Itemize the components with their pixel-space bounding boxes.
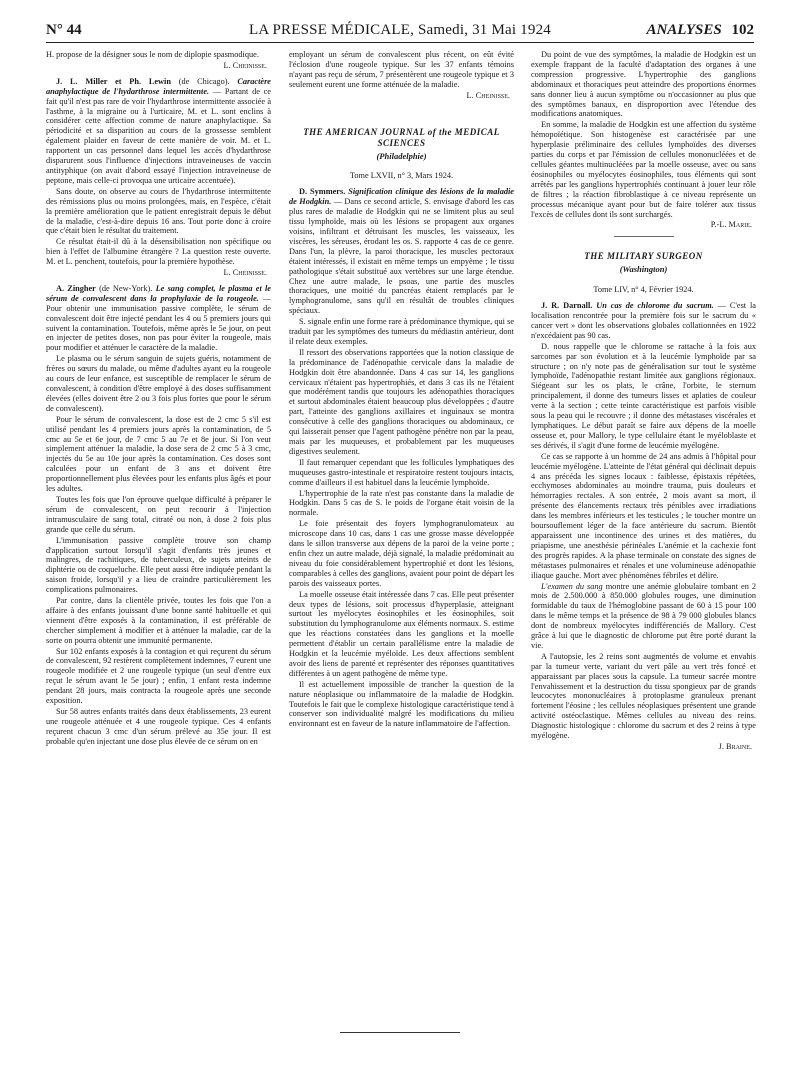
journal-heading <box>531 251 756 275</box>
article-zingher <box>46 284 271 353</box>
paragraph <box>531 582 756 651</box>
column-2 <box>289 50 514 730</box>
paragraph: La moelle osseuse était intéressée dans 7 cas. Elle peut présenter deux types de lésions, soit processus d'hyperplasie, atteignant surtout les myélocytes éosinophiles et les éosinophiles, soit substitution du lymphogranulome aux éléments normaux. S. estime que les réactions constatées dans les ganglions et la moelle permettent d'établir un certain parallélisme entre la maladie de Hodgkin et la leucémie myéloïde. Les deux affections semblent avoir des liens de parenté et représenter des réponses quantitatives différentes à un agent pathogène de même type. <box>289 589 514 678</box>
paragraph: — Pour obtenir une immunisation passive complète, le sérum de convalescent doit être injecté pendant les 4 ou 5 premiers jours qui suivent la contamination. Toutefois, même après le 5e jour, on peut en injecter de petites doses, non pas pour éviter la rougeole, mais pour modifier et atténuer le caractère de la maladie. <box>46 293 271 353</box>
article-author: J. R. Darnall. <box>541 301 593 311</box>
paragraph: Le plasma ou le sérum sanguin de sujets guéris, notamment de frères ou sœurs du malade, ou même d'adultes ayant eu la rougeole au cours de leur enfance, est susceptible de remplacer le sérum de convalescent, à condition d'être employé à des doses suffisamment élevées (elles doivent être 2 ou 3 fois plus fortes que pour le sérum de convalescent). <box>46 354 271 413</box>
column-3 <box>531 50 756 758</box>
paragraph: Sur 102 enfants exposés à la contagion et qui reçurent du sérum de convalescent, 92 restèrent complètement indemnes, 7 eurent une rougeole modifiée et 2 une rougeole typique (un seul d'entre eux reçut le sérum avant le 5e jour) ; enfin, 1 enfant resta indemne pendant 28 jours, mais contracta la rougeole après une seconde exposition. <box>46 646 271 706</box>
page-header <box>46 20 754 43</box>
section-name: ANALYSES <box>646 22 722 38</box>
header-right <box>646 22 754 39</box>
paragraph: H. propose de la désigner sous le nom de diplopie spasmodique. <box>46 50 259 59</box>
journal-issue: Tome LXVII, n° 3, Mars 1924. <box>349 171 454 181</box>
signature: L. Cheinisse. <box>223 268 267 278</box>
article-title: Un cas de chlorome du sacrum. <box>592 301 714 311</box>
paragraph: S. signale enfin une forme rare à prédominance thymique, qui se traduit par les symptômes des tumeurs du médiastin antérieur, dont il relate deux exemples. <box>289 317 514 346</box>
page-number: 102 <box>731 22 754 38</box>
issue-number: N° 44 <box>46 22 82 38</box>
article-symmers <box>289 187 514 316</box>
column-1 <box>46 50 271 748</box>
article-title: Caractère anaphylactique de l'hydarthrose intermittente. <box>46 76 271 96</box>
italic-phrase: L'examen du sang <box>541 581 603 591</box>
paragraph: Ce résultat était-il dû à la désensibilisation non spécifique ou bien à l'effet de l'albumine étrangère ? La question reste ouverte. M. et L. penchent, toutefois, pour la première hypothèse. <box>46 237 271 267</box>
paragraph: — Partant de ce fait qu'il n'est pas rare de voir l'hydarthrose intermittente associée à l'asthme, à la migraine ou à l'urticaire, M. et L. sont enclins à considérer cette affection comme de nature anaphylactique. Sa périodicité et sa disparition au cours de la grossesse semblent également plaider en faveur de cette manière de voir. M. et L. rapportent un cas personnel dans lequel les accès d'hydarthrose disparurent sous l'influence d'injections intraveineuses de vaccin antityphique (on avait d'abord essayé l'injection intraveineuse de peptone, mais celle-ci provoqua une urticaire accentuée). <box>46 86 271 185</box>
footer-divider <box>340 1032 460 1033</box>
paragraph: Le foie présentait des foyers lymphogranulomateux au microscope dans 10 cas, dans 1 cas une grosse masse développée dans le sillon transverse aux dépens de la paroi de la veine porte ; enfin chez un autre malade, déjà signalé, la maladie prédominait au niveau du foie considérablement hypertrophié et dont les lésions, comparables à celles des ganglions, avaient pour point de départ les parois des vaisseaux portes. <box>289 519 514 588</box>
paragraph: Il faut remarquer cependant que les follicules lymphatiques des muqueuses gastro-intestinale et respiratoire restent toujours intacts, comme d'ailleurs il est habituel dans la leucémie lymphoïde. <box>289 457 514 487</box>
paragraph: Sans doute, on observe au cours de l'hydarthrose intermittente des rémissions plus ou moins prolongées, mais, en l'espèce, c'était la première amélioration que le patient enregistrait depuis le début de la maladie, c'est-à-dire depuis 16 ans. Tout porte donc à croire que c'était bien le résultat du traitement. <box>46 186 271 236</box>
paragraph: Il est actuellement impossible de trancher la question de la nature néoplasique ou inflammatoire de la maladie de Hodgkin. Toutefois le fait que le complexe histologique caractéristique tend à conserver son individualité malgré les modifications du milieu environnant est en faveur de la nature inflammatoire de l'affection. <box>289 679 514 729</box>
paragraph: D. nous rappelle que le chlorome se rattache à la fois aux sarcomes par son évolution et à la leucémie lymphoïde par sa structure ; on n'y note pas de généralisation sur tout le système lymphoïde, l'adénopathie restant limitée aux ganglions régionaux. Siégeant sur les os plats, le crâne, l'orbite, le sternum principalement, il donne des tumeurs lisses et aplaties de couleur verte à la section ; cette teinte caractéristique est parfois visible sous la peau qui le recouvre ; il donne des métastases viscérales et lymphatiques. Le début paraît se faire aux dépens de la moelle osseuse et, pour Mallory, le type cellulaire étant le myéloblaste et ses dérivés, il s'agit d'une forme de leucémie myélogène. <box>531 341 756 450</box>
article-author: J. L. Miller et Ph. Lewin <box>56 76 171 86</box>
article-author: A. Zingher <box>56 283 96 293</box>
signature: P.-L. Marie. <box>710 220 752 230</box>
signature: J. Braine. <box>718 742 752 751</box>
journal-place: (Philadelphie) <box>376 150 427 161</box>
paragraph: L'immunisation passive complète trouve son champ d'application surtout lorsqu'il s'agit d'enfants très jeunes et malingres, de rachitiques, de tuberculeux, de sujets atteints de diphtérie ou de coqueluche. Elle peut aussi être indiquée pendant la saison froide, lorsqu'il y a lieu de craindre particulièrement les complications pulmonaires. <box>46 535 271 595</box>
author-location: (de New-York). <box>95 283 156 293</box>
paragraph: Sur 58 autres enfants traités dans deux établissements, 23 eurent une rougeole atténuée et 4 une rougeole typique. Ces 4 enfants reçurent chacun 3 cmc d'un sérum prélevé au 35e jour. Il est probable qu'en injectant une dose plus élevée de ce sérum on en <box>46 707 271 746</box>
article-miller-lewin <box>46 77 271 186</box>
paragraph: Du point de vue des symptômes, la maladie de Hodgkin est un exemple frappant de la faculté d'adaptation des organes à une compression progressive. L'hypertrophie des ganglions abdominaux et thoraciques peut atteindre des proportions énormes sans donner lieu à aucun symptôme ou n'occasionner au plus que des symptômes banaux, en disproportion avec l'étendue des modifications anatomiques. <box>531 50 756 119</box>
journal-name: THE AMERICAN JOURNAL of the MEDICAL SCIENCES <box>303 126 500 148</box>
journal-heading <box>289 127 514 162</box>
journal-name: THE MILITARY SURGEON <box>584 251 703 262</box>
paragraph: Il ressort des observations rapportées que la notion classique de la prédominance de l'adénopathie cervicale dans la maladie de Hodgkin doit être abandonnée. Dans 4 cas sur 14, les ganglions cervicaux n'étaient pas hypertrophiés, et dans 3 cas ils ne l'étaient que modérément tandis que toujours les adénopathies thoraciques et surtout abdominales étaient beaucoup plus développées ; d'autre part, l'atteinte des ganglions axillaires et inguinaux se montra consécutive à celle des ganglions thoraciques ou abdominaux, ce qui laisserait penser que l'agent pathogène pénètre non par la peau, mais par les muqueuses, et probablement par les muqueuses digestives seulement. <box>289 347 514 456</box>
signature: L. Cheinisse. <box>466 90 510 100</box>
signature: L. Cheinisse. <box>223 60 267 70</box>
divider <box>614 236 674 237</box>
paragraph: Ce cas se rapporte à un homme de 24 ans admis à l'hôpital pour leucémie myélogène. L'atteinte de l'état général qui déclinait depuis 4 ans précéda les signes locaux : faiblesse, épistaxis répétées, ecchymoses abdominales au moindre trauma, puis douleurs et hémorragies rectales. A son entrée, 2 mois avant sa mort, il présente des élancements rectaux très pénibles avec irradiations dans les membres inférieurs et les testicules ; le toucher montre un boursouflement léger de la face antérieure du sacrum. Bientôt apparaissent une incontinence des urines et des matières, du priapisme, une anesthésie périnéales L'anémie et la cachexie font des progrès rapides. A la phase terminale on constate des signes de métastases pulmonaires et rénales et une volumineuse adénopathie iliaque gauche. Mort avec phénomènes fébriles et délire. <box>531 451 756 580</box>
article-title: Le sang complet, le plasma et le sérum de convalescent dans la prophylaxie de la rougeole. <box>46 283 271 303</box>
article-title: Signification clinique des lésions de la maladie de Hodgkin. <box>289 187 514 207</box>
journal-issue: Tome LIV, n° 4, Février 1924. <box>593 285 694 295</box>
paragraph: Pour le sérum de convalescent, la dose est de 2 cmc 5 s'il est utilisé pendant les 4 premiers jours après la contamination, de 5 cmc au 5e et 6e jour, de 7 cmc 5 au 7e et 8e jour. Si l'on veut simplement atténuer la maladie, la dose sera de 2 cmc 5 à 3 cmc, injectés du 5e au 10e jour après la contamination. Ces doses sont calculées pour un enfant de 3 ans et doivent être proportionnellement plus élevées pour les enfants plus âgés et pour les adultes. <box>46 414 271 494</box>
author-location: (de Chicago). <box>170 76 238 86</box>
article-darnall <box>531 301 756 341</box>
paragraph: L'hypertrophie de la rate n'est pas constante dans la maladie de Hodgkin. Dans 5 cas de S. le poids de l'organe était voisin de la normale. <box>289 488 514 518</box>
article-author: D. Symmers. <box>299 187 346 197</box>
journal-place: (Washington) <box>619 264 668 275</box>
paragraph: A l'autopsie, les 2 reins sont augmentés de volume et envahis par la tumeur verte, variant du vert pâle au vert très foncé et apparaissant par places sous la capsule. La tumeur sacrée montre l'envahissement et la destruction du tissu spongieux par de grands leucocytes mononucléaires à protoplasme granuleux prenant fortement l'éosine ; les cellules néoplasiques présentent une grande activité ostéoclastique. Mêmes cellules au niveau des reins. Diagnostic histologique : chlorome du sacrum et des 2 reins à type myélogène. <box>531 651 756 741</box>
paragraph: Par contre, dans la clientèle privée, toutes les fois que l'on a affaire à des enfants jouissant d'une bonne santé habituelle et qui viennent d'être exposés à la contamination, il est préférable de chercher simplement à modifier et à atténuer la maladie, car de la sorte on pourra obtenir une immunité permanente. <box>46 596 271 645</box>
journal-title: LA PRESSE MÉDICALE, Samedi, 31 Mai 1924 <box>249 22 551 38</box>
paragraph: — Dans ce second article, S. envisage d'abord les cas plus rares de maladie de Hodgkin qui ne se limitent plus au seul tissu lymphoïde, mais où les lésions se propagent aux organes voisins, infiltrant et détruisant les muscles, les vaisseaux, les viscères, les séreuses, érodant les os. S. rapporte 4 cas de ce genre. Dans l'un, la plèvre, la paroi thoracique, les muscles pectoraux étaient intéressés, il existait en même temps un empyème ; le tissu pathologique s'était substitué aux vertèbres sur une large étendue. Chez une autre malade, le psoas, une partie des muscles thoraciques, une moitié du pancréas étaient remplacés par le lymphogranulome, sans qu'il en résultât de troubles cliniques spéciaux. <box>289 197 515 316</box>
paragraph: En somme, la maladie de Hodgkin est une affection du système hémopoïétique. Son histogenèse est caractérisée par une hyperplasie préliminaire des cellules lymphoïdes des diverses parties du corps et par l'émission de cellules mononucléées et de cellules géantes multinucléées par la moelle osseuse, avec ou sans éosinophiles ou myélocytes éosinophiles, tous éléments qui sont arrêtés par les ganglions hypertrophiés continuant à jouer leur rôle de filtres ; la réaction fibroblastique à ce niveau représente un processus mécanique ayant pour but de faire tolérer aux tissus l'excès de cellules dont ils sont surchargés. <box>531 120 756 219</box>
paragraph-text: montre une anémie globulaire tombant en 2 mois de 2.500.000 à 850.000 globules rouges, une diminution formidable du taux de l'hémoglobine passant de 60 à 15 pour 100 dans le même temps et la présence de 98 à 79 000 globules blancs dont de nombreux myélocytes indifférenciés de Mallory. C'est grâce à lui que le diagnostic de chlorome put être porté durant la vie. <box>531 581 756 650</box>
paragraph: employant un sérum de convalescent plus récent, on eût évité l'éclosion d'une rougeole typique. Sur les 37 enfants témoins n'ayant pas reçu de sérum, 7 présentèrent une rougeole typique et 3 seulement eurent une forme atténuée de la maladie. <box>289 50 514 89</box>
paragraph: Toutes les fois que l'on éprouve quelque difficulté à préparer le sérum de convalescent, on peut recourir à l'injection intramusculaire de sang total, citraté ou non, à dose 2 fois plus grande que celle du sérum. <box>46 494 271 534</box>
paragraph: — C'est la localisation rencontrée pour la première fois sur le sacrum du « cancer vert » dont les observations globales collationnées en 1922 n'excédaient pas 90 cas. <box>531 301 756 340</box>
